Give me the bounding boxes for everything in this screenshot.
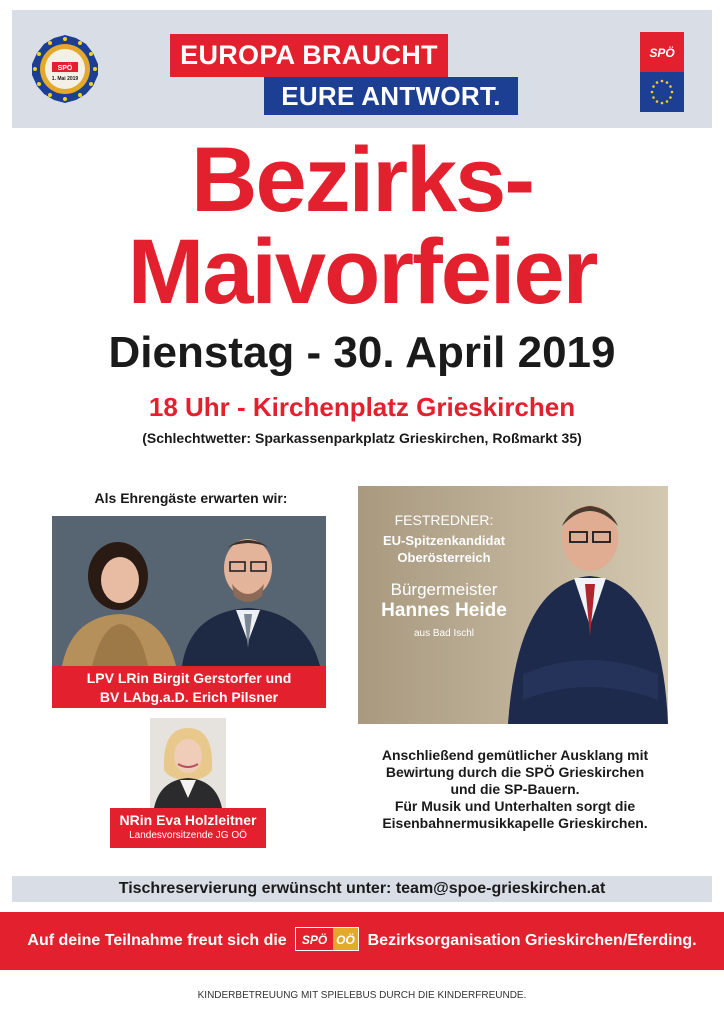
badge-text: SPÖ: [57, 65, 73, 72]
ausklang-line-4: Für Musik und Unterhalten sorgt die: [394, 798, 636, 814]
logo-text: SPÖ: [649, 46, 675, 60]
guests-label: Als Ehrengäste erwarten wir:: [94, 490, 288, 506]
logo-right-text: OÖ: [336, 932, 355, 947]
ausklang-line-5: Eisenbahnermusikkapelle Grieskirchen.: [382, 815, 648, 831]
speaker-role-line-1: EU-Spitzenkandidat: [382, 533, 506, 548]
may-day-badge-icon: [30, 34, 100, 104]
ausklang-line-3: und die SP-Bauern.: [450, 781, 580, 797]
event-time-place: 18 Uhr - Kirchenplatz Grieskirchen: [148, 392, 576, 422]
ausklang-text: [350, 747, 680, 832]
guests-photo: [52, 516, 326, 666]
ausklang-line-2: Bewirtung durch die SPÖ Grieskirchen: [385, 764, 645, 780]
eva-name: NRin Eva Holzleitner: [119, 812, 257, 828]
badge-subtext: 1. Mai 2019: [51, 76, 79, 82]
spoe-eu-logo-icon: [640, 32, 684, 112]
bad-weather-location: (Schlechtwetter: Sparkassenparkplatz Grieskirchen, Roßmarkt 35): [142, 430, 582, 446]
bottom-bar-before: Auf deine Teilnahme freut sich die: [27, 932, 287, 949]
spoe-ooe-logo-icon: [295, 927, 359, 951]
speaker-origin: aus Bad Ischl: [413, 628, 475, 639]
footer-note: KINDERBETREUUNG MIT SPIELEBUS DURCH DIE KINDERFREUNDE.: [197, 990, 527, 1001]
speaker-name: Hannes Heide: [381, 600, 507, 621]
title-line-1: Bezirks-: [191, 129, 533, 231]
slogan-line-1: EUROPA BRAUCHT: [170, 34, 448, 77]
guests-caption-line-1: LPV LRin Birgit Gerstorfer und: [86, 670, 292, 686]
speaker-title: Bürgermeister: [390, 580, 498, 599]
speaker-label: FESTREDNER:: [394, 512, 494, 528]
reservation-notice: Tischreservierung erwünscht unter: team@spoe-grieskirchen.at: [12, 876, 712, 902]
bottom-bar: [0, 912, 724, 970]
slogan-line-2: EURE ANTWORT.: [264, 77, 518, 115]
logo-left-text: SPÖ: [301, 932, 328, 947]
event-date: Dienstag - 30. April 2019: [108, 328, 616, 377]
speaker-role-line-2: Oberösterreich: [397, 550, 491, 565]
eva-caption: [110, 808, 266, 848]
speaker-role: [358, 532, 530, 566]
bottom-bar-after: Bezirksorganisation Grieskirchen/Eferding.: [367, 932, 697, 949]
eva-role: Landesvorsitzende JG OÖ: [129, 830, 247, 841]
guests-caption-line-2: BV LAbg.a.D. Erich Pilsner: [99, 689, 279, 705]
guests-caption: [52, 666, 326, 708]
ausklang-line-1: Anschließend gemütlicher Ausklang mit: [381, 747, 649, 763]
speaker-panel: [358, 486, 668, 724]
eva-holzleitner-photo: [150, 718, 226, 808]
title-line-2: Maivorfeier: [127, 221, 597, 323]
